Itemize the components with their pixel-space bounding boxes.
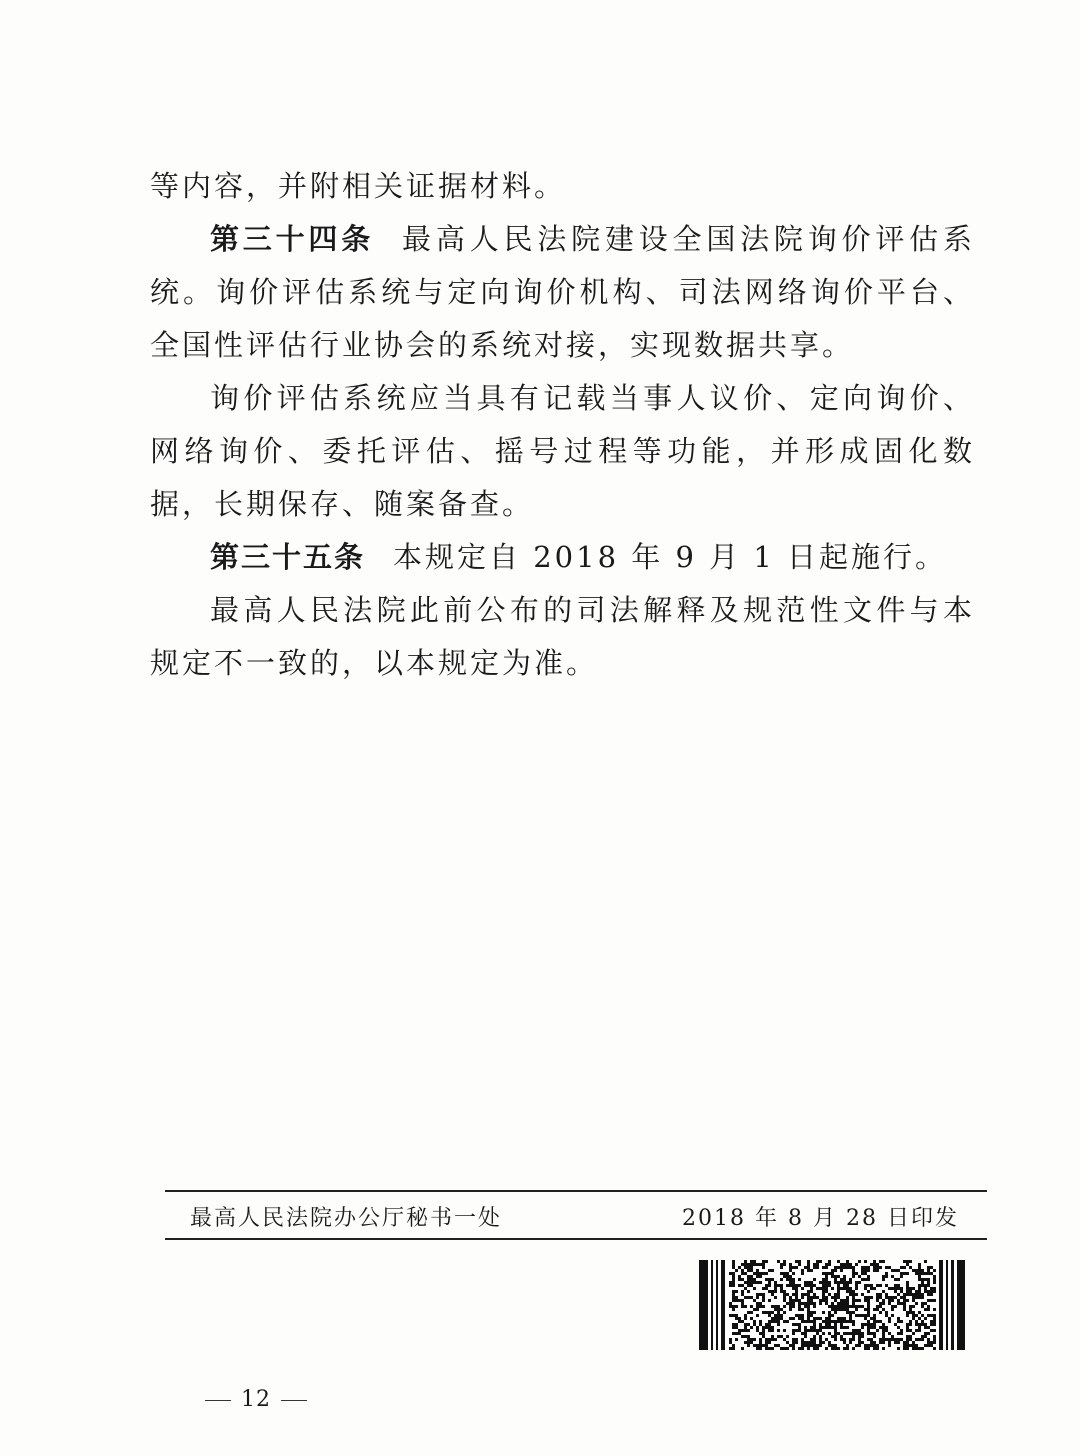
issuer-name: 最高人民法院办公厅秘书一处	[190, 1206, 503, 1231]
2d-barcode-icon	[697, 1258, 967, 1352]
page-number	[195, 1387, 317, 1412]
dash-right	[281, 1400, 307, 1401]
article-35-text: 本规定自 2018 年 9 月 1 日起施行。	[393, 540, 948, 574]
article-34-text: 最高人民法院建设全国法院询价评估系统。询价评估系统与定向询价机构、司法网络询价平台、全国性评估行业协会的系统对接，实现数据共享。	[150, 222, 975, 362]
issue-date: 2018 年 8 月 28 日印发	[682, 1206, 959, 1231]
article-35-heading: 第三十五条	[210, 540, 366, 574]
page-number-value: 12	[241, 1387, 271, 1412]
issuance-footer	[165, 1190, 987, 1240]
document-body	[150, 160, 975, 690]
article-35	[150, 531, 975, 584]
paragraph-system-functions: 询价评估系统应当具有记载当事人议价、定向询价、网络询价、委托评估、摇号过程等功能，并形成固化数据，长期保存、随案备查。	[150, 381, 975, 521]
article-34-heading: 第三十四条	[210, 222, 375, 256]
paragraph-continuation: 等内容，并附相关证据材料。	[150, 169, 567, 203]
dash-left	[205, 1400, 231, 1401]
article-34	[150, 213, 975, 372]
paragraph-precedence: 最高人民法院此前公布的司法解释及规范性文件与本规定不一致的，以本规定为准。	[150, 593, 975, 680]
